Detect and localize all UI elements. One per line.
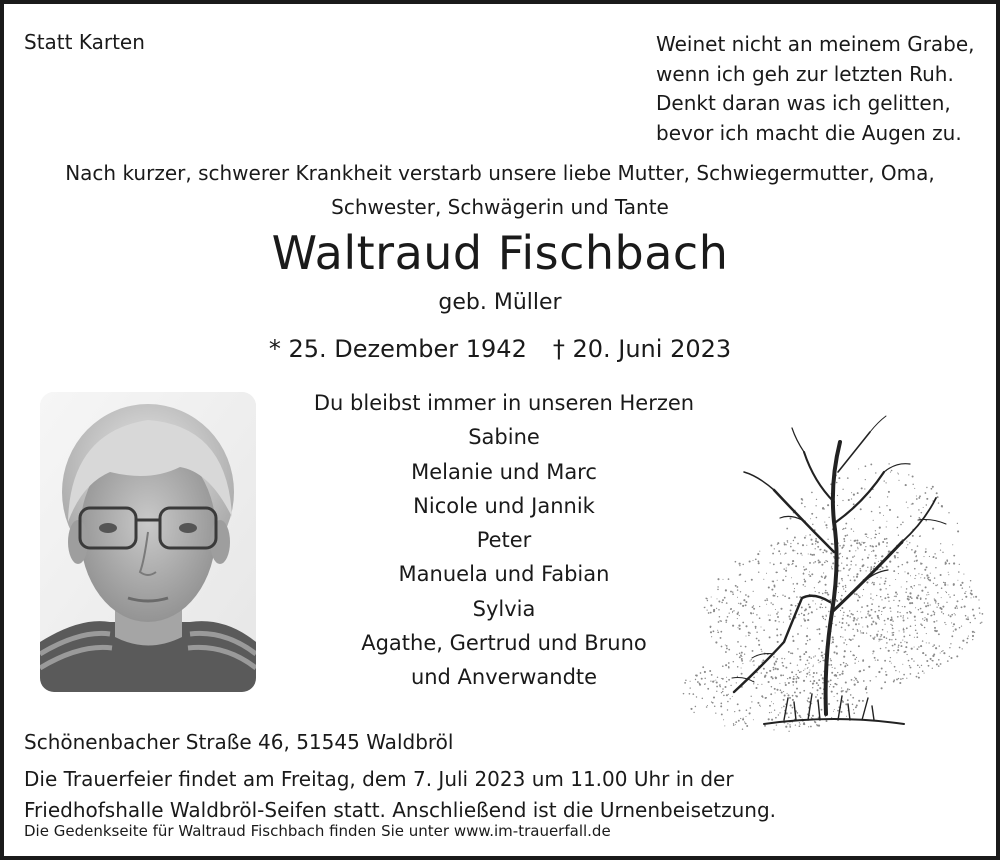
ceremony-line: Friedhofshalle Waldbröl-Seifen statt. Anschließend ist die Urnenbeisetzung. [24, 798, 777, 822]
survivor-name: Melanie und Marc [411, 459, 597, 484]
poem [656, 30, 975, 148]
farewell-line: Du bleibst immer in unseren Herzen [313, 391, 695, 415]
ceremony-info [24, 764, 776, 826]
poem-line: Denkt daran was ich gelitten, [656, 91, 951, 115]
poem-line: Weinet nicht an meinem Grabe, [656, 32, 975, 56]
poem-line: bevor ich macht die Augen zu. [656, 120, 962, 145]
memorial-page-note: Die Gedenkseite für Waltraud Fischbach finden Sie unter www.im-trauerfall.de [24, 822, 611, 840]
intro-line: Schwester, Schwägerin und Tante [331, 195, 669, 219]
life-dates [4, 335, 996, 363]
death-date: † 20. Juni 2023 [552, 335, 732, 363]
survivor-name: Sabine [468, 425, 540, 450]
maiden-name: geb. Müller [438, 290, 562, 315]
notice-label: Statt Karten [24, 30, 145, 54]
survivor-name: Nicole und Jannik [413, 493, 595, 518]
address: Schönenbacher Straße 46, 51545 Waldbröl [24, 730, 454, 754]
survivor-name: Peter [476, 528, 532, 553]
deceased-name: Waltraud Fischbach [271, 226, 729, 280]
intro-line: Nach kurzer, schwerer Krankheit verstarb unsere liebe Mutter, Schwiegermutter, Oma, [65, 161, 935, 185]
poem-line: wenn ich geh zur letzten Ruh. [656, 61, 954, 86]
tree-illustration [674, 402, 994, 742]
ceremony-line: Die Trauerfeier findet am Freitag, dem 7. Juli 2023 um 11.00 Uhr in der [24, 767, 734, 791]
survivor-name: Agathe, Gertrud und Bruno [361, 631, 647, 656]
intro-text [4, 156, 996, 224]
survivor-name: und Anverwandte [410, 665, 598, 690]
birth-date: * 25. Dezember 1942 [268, 335, 527, 363]
survivor-name: Manuela und Fabian [398, 562, 610, 587]
survivor-name: Sylvia [472, 596, 536, 621]
portrait-photo [40, 392, 256, 692]
